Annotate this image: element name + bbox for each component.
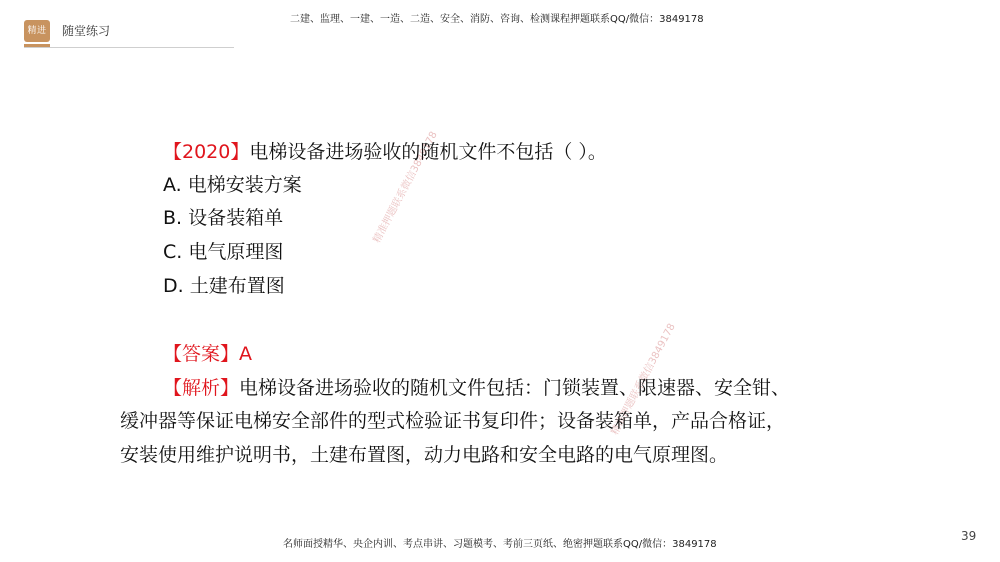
analysis-line-2: 缓冲器等保证电梯安全部件的型式检验证书复印件；设备装箱单，产品合格证， — [120, 410, 786, 432]
section-title: 随堂练习 — [62, 24, 111, 38]
question-year-tag: 【2020】 — [163, 141, 250, 163]
bottom-banner: 名师面授精华、央企内训、考点串讲、习题模考、考前三页纸、绝密押题联系QQ/微信：3849178 — [283, 539, 717, 550]
watermark: 精准押题联系微信3849178 — [609, 321, 678, 438]
analysis-label: 【解析】 — [163, 377, 240, 399]
question-stem — [163, 139, 607, 165]
top-banner: 二建、监理、一建、一造、二造、安全、消防、咨询、检测课程押题联系QQ/微信：3849178 — [290, 14, 704, 25]
header-divider — [24, 47, 234, 48]
option-c: C. 电气原理图 — [163, 241, 284, 263]
answer-line: 【答案】A — [163, 343, 252, 365]
page-number: 39 — [961, 529, 977, 543]
analysis-text-1: 电梯设备进场验收的随机文件包括：门锁装置、限速器、安全钳、 — [239, 377, 791, 399]
question-text: 电梯设备进场验收的随机文件不包括（ ）。 — [249, 141, 607, 163]
analysis-line-1 — [163, 375, 790, 401]
analysis-line-3: 安装使用维护说明书，土建布置图，动力电路和安全电路的电气原理图。 — [120, 444, 729, 466]
watermark: 精准押题联系微信3849178 — [371, 129, 440, 246]
option-a: A. 电梯安装方案 — [163, 174, 302, 196]
option-d: D. 土建布置图 — [163, 275, 285, 297]
section-badge: 精进 — [24, 20, 50, 42]
option-b: B. 设备装箱单 — [163, 207, 284, 229]
